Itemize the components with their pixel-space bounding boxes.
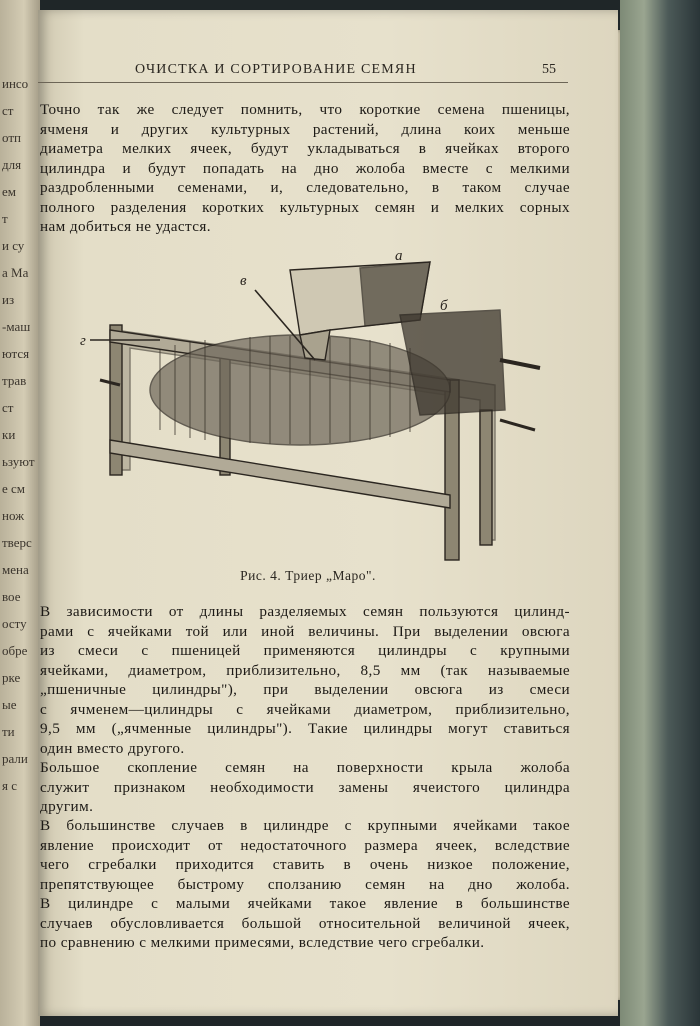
paragraph-2 — [40, 602, 570, 758]
text-line: другим. — [40, 798, 94, 815]
figure-caption: Рис. 4. Триер „Маро". — [240, 568, 376, 583]
running-header — [38, 62, 618, 84]
text-line: рами с ячейками той или иной величины. При выделении овсюга — [40, 622, 570, 640]
text-line: Точно так же следует помнить, что короткие семена пшеницы, — [40, 101, 570, 118]
text-line: диаметра мелких ячеек, будут укладываться в ячейках второго — [40, 140, 570, 157]
facing-page-fragment: а Ма — [2, 265, 29, 280]
text-line: В зависимости от длины разделяемых семян пользуются цилинд- — [40, 603, 570, 620]
facing-page-fragment: осту — [2, 616, 27, 631]
text-line: из смеси с пшеницей применяются цилиндры с крупными — [40, 642, 570, 659]
facing-page-fragment: е см — [2, 481, 26, 496]
facing-page-fragment: инсо — [2, 76, 29, 91]
facing-page-fragment: ые — [2, 697, 17, 712]
figure-label-b: б — [440, 298, 448, 314]
facing-page-edge — [0, 0, 40, 1026]
facing-page-fragment: тверс — [2, 535, 32, 550]
facing-page-fragment: вое — [2, 589, 21, 604]
facing-page-fragment: мена — [2, 562, 29, 577]
facing-page-fragment: для — [2, 157, 22, 172]
paragraph-3 — [40, 758, 570, 817]
text-line: явление происходит от недостаточного размера ячеек, вследствие — [40, 836, 570, 854]
page-number: 55 — [542, 62, 556, 77]
facing-page-fragment: я с — [2, 778, 17, 793]
text-line: по сравнению с мелкими примесями, вследствие чего сгребалки. — [40, 934, 485, 951]
book-page — [38, 10, 618, 1016]
facing-page-fragment: ст — [2, 400, 14, 415]
text-line: „пшеничные цилиндры"), при выделении овсюга из смеси — [40, 681, 570, 698]
header-rule — [38, 82, 568, 83]
text-line: один вместо другого. — [40, 739, 185, 757]
facing-page-fragment: ем — [2, 184, 16, 199]
header-title: ОЧИСТКА И СОРТИРОВАНИЕ СЕМЯН — [135, 62, 417, 77]
facing-page-fragment: ются — [2, 346, 30, 361]
facing-page-fragment: ьзуют — [2, 454, 35, 469]
facing-page-fragment: обре — [2, 643, 28, 658]
text-line: ячменя и других культурных растений, длина коих меньше — [40, 120, 570, 138]
facing-page-fragment: рали — [2, 751, 28, 766]
book-cover-edge — [620, 0, 700, 1026]
text-line: нам добиться не удастся. — [40, 218, 211, 235]
trier-machine-illustration — [80, 240, 510, 560]
text-line: Большое скопление семян на поверхности крыла жолоба — [40, 759, 570, 776]
figure-label-a: а — [395, 248, 403, 264]
facing-page-fragment: ти — [2, 724, 15, 739]
facing-page-fragment: отп — [2, 130, 21, 145]
text-line: препятствующее быстрому сползанию семян на дно жолоба. — [40, 875, 570, 893]
text-line: с ячменем—цилиндры с ячейками диаметром, приблизительно, — [40, 700, 570, 718]
text-line: служит признаком необходимости замены ячеистого цилиндра — [40, 778, 570, 796]
facing-page-fragment: нож — [2, 508, 25, 523]
figure-label-v: в — [240, 273, 247, 289]
figure-label-g: г — [80, 333, 86, 349]
text-line: цилиндра и будут попадать на дно жолоба вместе с мелкими — [40, 159, 570, 177]
facing-page-fragment: -маш — [2, 319, 31, 334]
facing-page-fragment: рке — [2, 670, 21, 685]
facing-page-fragment: ст — [2, 103, 14, 118]
facing-page-fragment: из — [2, 292, 15, 307]
facing-page-fragment: ки — [2, 427, 16, 442]
text-line: 9,5 мм („ячменные цилиндры"). Такие цилиндры могут ставиться — [40, 720, 570, 737]
text-line: полного разделения коротких культурных семян и мелких сорных — [40, 198, 570, 216]
facing-page-fragment: трав — [2, 373, 27, 388]
text-line: ячейками, диаметром, приблизительно, 8,5 мм (так называемые — [40, 661, 570, 679]
text-line: чего сгребалки приходится ставить в очень низкое положение, — [40, 856, 570, 873]
text-line: В цилиндре с малыми ячейками такое явление в большинстве — [40, 895, 570, 912]
text-line: В большинстве случаев в цилиндре с крупными ячейками такое — [40, 817, 570, 834]
facing-page-text-fragments — [2, 70, 38, 799]
paragraph-1 — [40, 100, 570, 237]
text-line: раздробленными семенами, и, следовательно, в таком случае — [40, 179, 570, 196]
text-line: случаев обусловливается большой относительной величиной ячеек, — [40, 914, 570, 932]
facing-page-fragment: т — [2, 211, 8, 226]
facing-page-fragment: и су — [2, 238, 25, 253]
paragraph-4 — [40, 816, 570, 953]
